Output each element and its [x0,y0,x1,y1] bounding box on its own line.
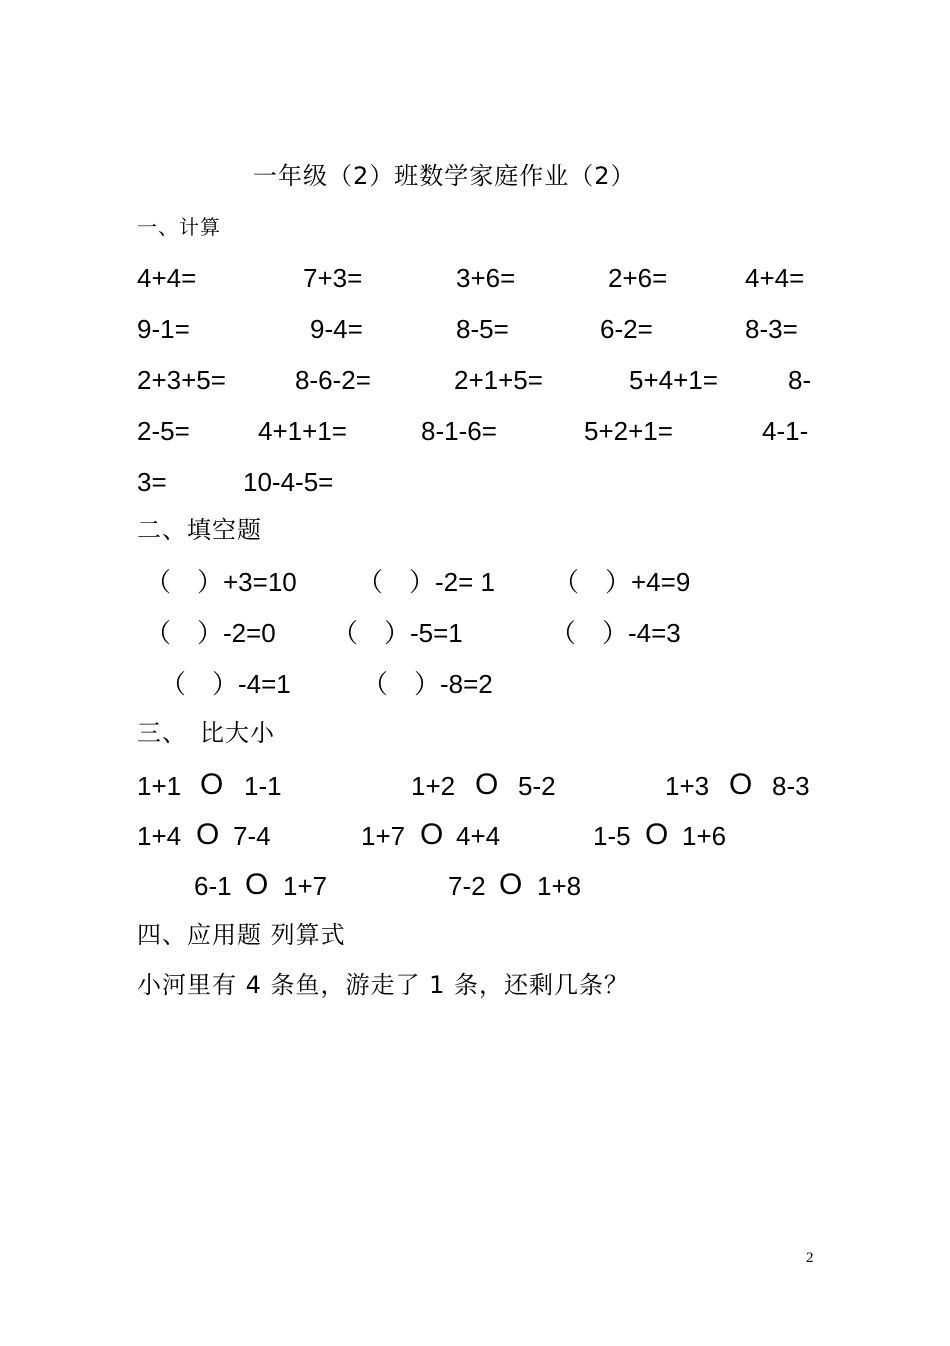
compare-right: 5-2 [518,771,556,801]
compare-right: 1+7 [283,871,328,901]
calc-item: 9-4= [310,314,363,344]
calc-item: 8- [788,365,812,395]
compare-left: 1+2 [411,771,456,801]
calc-item: 8-1-6= [421,416,497,446]
calc-item: 2-5= [137,416,190,446]
compare-right: 1+8 [537,871,582,901]
compare-circle: O [475,768,499,801]
page-number: 2 [806,1250,814,1266]
calc-item: 4+1+1= [258,416,347,446]
section-calc-heading: 一、计算 [137,215,221,239]
compare-circle: O [645,818,669,851]
fill-item: （ ）+4=9 [553,567,691,597]
compare-right: 4+4 [456,821,501,851]
calc-item: 4-1- [762,416,809,446]
fill-item: （ ）-2=0 [145,618,276,648]
word-problem-text: 小河里有 4 条鱼，游走了 1 条，还剩几条？ [137,971,630,999]
calc-item: 8-6-2= [295,365,371,395]
compare-circle: O [245,868,269,901]
fill-item: （ ）-4=3 [550,618,681,648]
calc-item: 2+3+5= [137,365,226,395]
compare-left: 1-5 [593,821,631,851]
calc-item: 7+3= [303,263,363,293]
compare-right: 7-4 [233,821,271,851]
compare-circle: O [499,868,523,901]
calc-item: 3= [137,467,167,497]
calc-item: 9-1= [137,314,190,344]
compare-left: 7-2 [448,871,486,901]
calc-item: 8-3= [745,314,798,344]
calc-item: 10-4-5= [243,467,334,497]
page-title: 一年级（2）班数学家庭作业（2） [253,162,636,190]
section-compare-heading: 三、 比大小 [137,719,275,747]
calc-item: 4+4= [137,263,197,293]
section-fill-heading: 二、填空题 [137,516,262,544]
fill-item: （ ）-8=2 [362,669,493,699]
compare-right: 1+6 [682,821,727,851]
calc-item: 8-5= [456,314,509,344]
compare-circle: O [196,818,220,851]
compare-circle: O [200,768,224,801]
calc-item: 2+1+5= [454,365,543,395]
compare-right: 1-1 [244,771,282,801]
calc-item: 5+2+1= [584,416,673,446]
compare-left: 6-1 [194,871,232,901]
compare-left: 1+7 [361,821,406,851]
compare-circle: O [729,768,753,801]
compare-left: 1+4 [137,821,182,851]
compare-left: 1+1 [137,771,182,801]
section-word-heading: 四、应用题 列算式 [137,921,346,949]
fill-item: （ ）-5=1 [332,618,463,648]
fill-item: （ ）+3=10 [145,567,297,597]
calc-item: 3+6= [456,263,516,293]
fill-item: （ ）-4=1 [160,669,291,699]
calc-item: 5+4+1= [629,365,718,395]
compare-circle: O [420,818,444,851]
calc-item: 6-2= [600,314,653,344]
compare-right: 8-3 [772,771,810,801]
calc-item: 4+4= [745,263,805,293]
compare-left: 1+3 [665,771,710,801]
fill-item: （ ）-2= 1 [357,567,495,597]
calc-item: 2+6= [608,263,668,293]
